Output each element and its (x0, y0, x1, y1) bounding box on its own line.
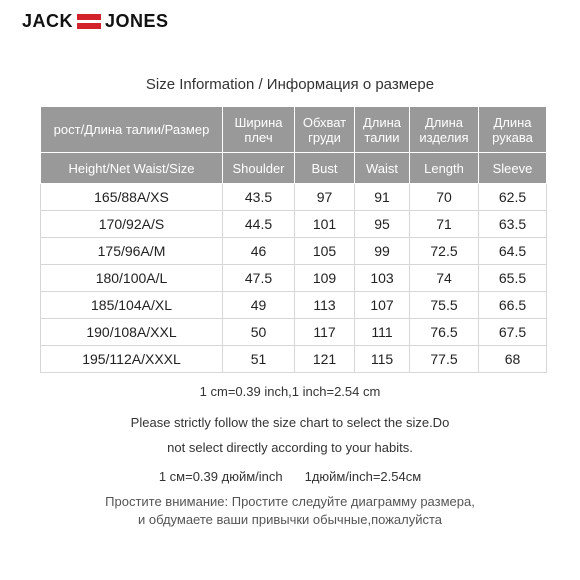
table-cell: 50 (223, 319, 295, 346)
instruction-line-2: not select directly according to your habits. (167, 440, 413, 455)
conversion-ru-cm: 1 см=0.39 дюйм/inch (158, 469, 283, 484)
table-cell: 97 (295, 184, 355, 211)
table-cell: 99 (355, 238, 410, 265)
table-cell: 63.5 (479, 211, 547, 238)
brand-name-part1: JACK (22, 11, 74, 31)
page-title: Size Information / Информация о размере (145, 76, 435, 93)
header-shoulder-en: Shoulder (223, 153, 295, 184)
table-cell: 67.5 (479, 319, 547, 346)
table-cell: 65.5 (479, 265, 547, 292)
conversion-note-en: 1 cm=0.39 inch,1 inch=2.54 cm (199, 384, 381, 399)
table-cell: 51 (223, 346, 295, 373)
header-height-ru: рост/Длина талии/Размер (41, 107, 223, 153)
table-cell: 117 (295, 319, 355, 346)
instruction-line-1: Please strictly follow the size chart to select the size.Do (130, 415, 450, 430)
header-row-ru (41, 107, 547, 153)
table-cell: 185/104A/XL (41, 292, 223, 319)
table-cell: 62.5 (479, 184, 547, 211)
table-cell: 95 (355, 211, 410, 238)
header-length-ru: Длина изделия (410, 107, 479, 153)
table-cell: 101 (295, 211, 355, 238)
header-sleeve-en: Sleeve (479, 153, 547, 184)
table-cell: 64.5 (479, 238, 547, 265)
table-cell: 47.5 (223, 265, 295, 292)
table-cell: 195/112A/XXXL (41, 346, 223, 373)
table-cell: 71 (410, 211, 479, 238)
table-cell: 111 (355, 319, 410, 346)
table-cell: 175/96A/M (41, 238, 223, 265)
table-cell: 91 (355, 184, 410, 211)
header-height-en: Height/Net Waist/Size (41, 153, 223, 184)
table-cell: 46 (223, 238, 295, 265)
header-sleeve-ru: Длина рукава (479, 107, 547, 153)
table-cell: 68 (479, 346, 547, 373)
header-length-en: Length (410, 153, 479, 184)
table-cell: 76.5 (410, 319, 479, 346)
table-cell: 121 (295, 346, 355, 373)
table-cell: 66.5 (479, 292, 547, 319)
header-bust-ru: Обхват груди (295, 107, 355, 153)
table-cell: 105 (295, 238, 355, 265)
brand-name-part2: JONES (105, 11, 169, 31)
header-waist-en: Waist (355, 153, 410, 184)
table-cell: 165/88A/XS (41, 184, 223, 211)
table-cell: 109 (295, 265, 355, 292)
header-waist-ru: Длина талии (355, 107, 410, 153)
flag-icon (77, 14, 101, 29)
size-table (40, 106, 547, 373)
table-cell: 43.5 (223, 184, 295, 211)
table-cell: 170/92A/S (41, 211, 223, 238)
table-row (41, 238, 547, 265)
table-cell: 49 (223, 292, 295, 319)
table-cell: 77.5 (410, 346, 479, 373)
table-cell: 70 (410, 184, 479, 211)
table-row (41, 292, 547, 319)
table-cell: 115 (355, 346, 410, 373)
table-cell: 44.5 (223, 211, 295, 238)
conversion-note-ru (0, 469, 580, 484)
header-bust-en: Bust (295, 153, 355, 184)
ru-note-line-2: и обдумаете ваши привычки обычные,пожалуйста (137, 512, 443, 527)
table-row (41, 346, 547, 373)
header-shoulder-ru: Ширина плеч (223, 107, 295, 153)
ru-note-line-1: Простите внимание: Простите следуйте диаграмму размера, (105, 494, 475, 509)
table-row (41, 211, 547, 238)
table-cell: 180/100A/L (41, 265, 223, 292)
brand-logo (22, 11, 169, 32)
table-cell: 103 (355, 265, 410, 292)
header-row-en (41, 153, 547, 184)
conversion-ru-inch: 1дюйм/inch=2.54см (304, 469, 422, 484)
table-row (41, 319, 547, 346)
table-cell: 72.5 (410, 238, 479, 265)
table-cell: 113 (295, 292, 355, 319)
table-row (41, 265, 547, 292)
table-cell: 190/108A/XXL (41, 319, 223, 346)
table-cell: 75.5 (410, 292, 479, 319)
table-cell: 74 (410, 265, 479, 292)
table-cell: 107 (355, 292, 410, 319)
table-row (41, 184, 547, 211)
